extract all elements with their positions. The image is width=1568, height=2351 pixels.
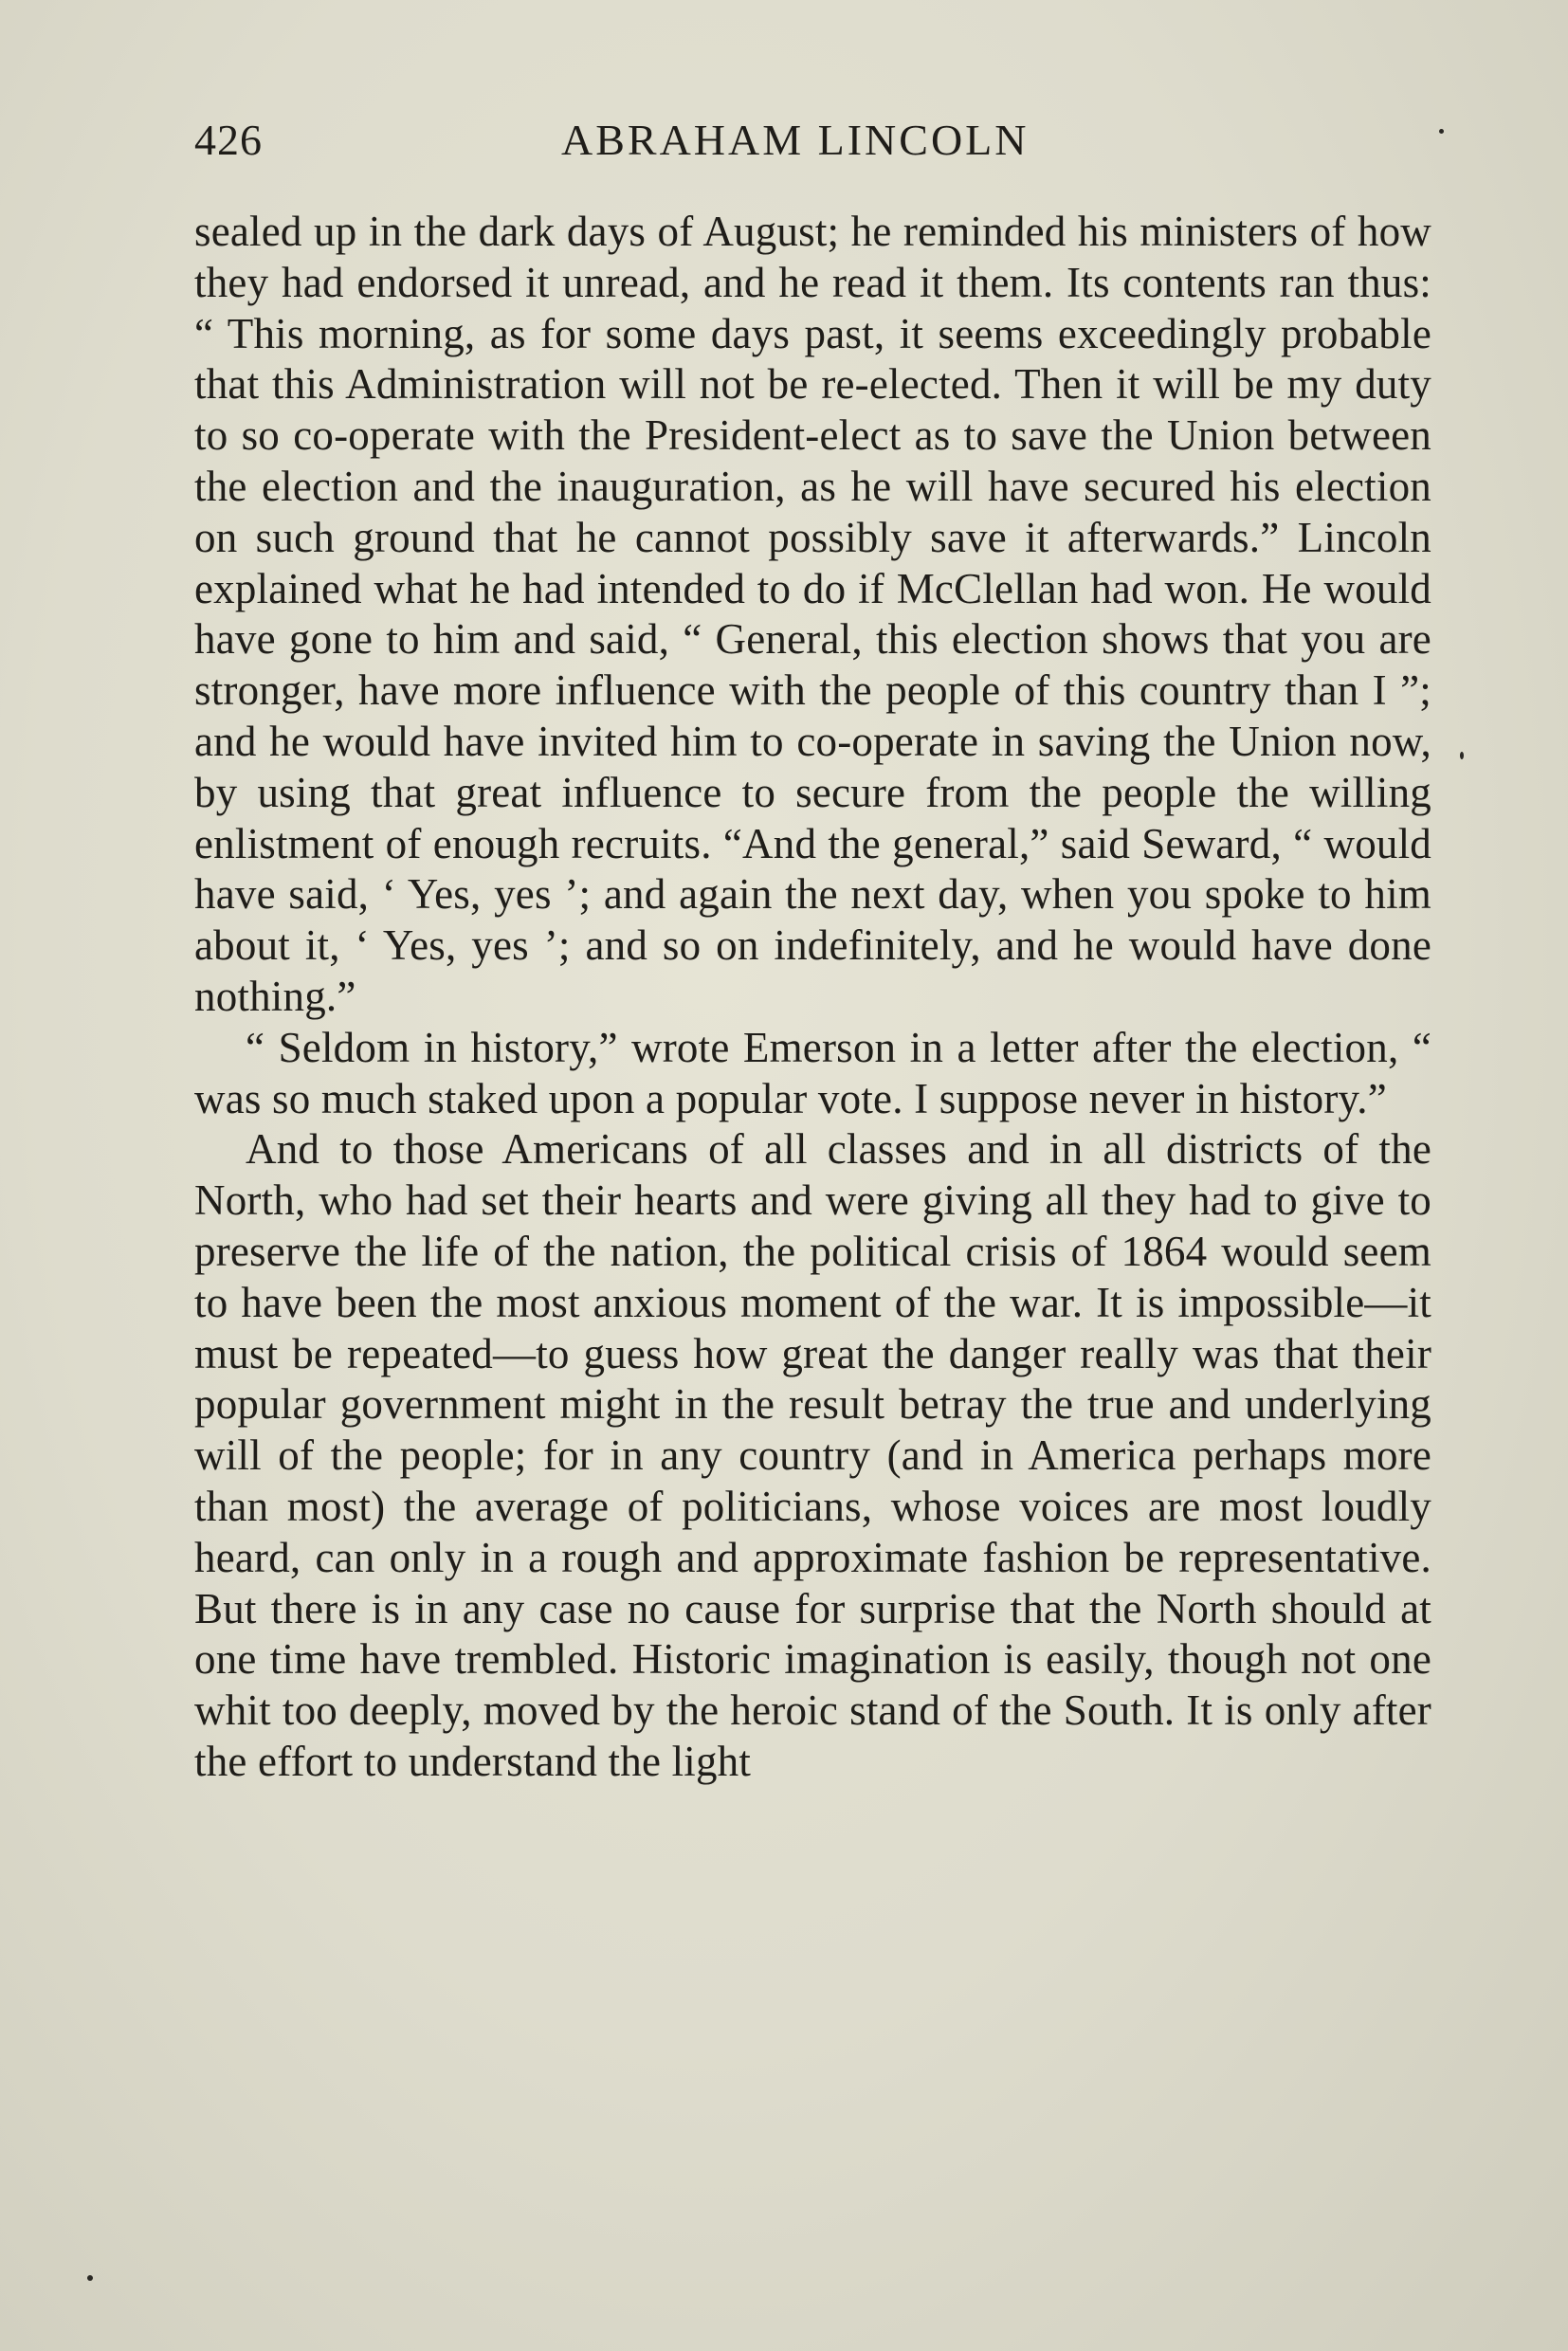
running-head-title: ABRAHAM LINCOLN [561,116,1030,164]
ink-speck [87,2275,93,2281]
paragraph-emerson-quote: “ Seldom in history,” wrote Emerson in a letter after the election, “ was so much staked upon a popular vote. I suppose never in history.” [194,1023,1431,1122]
page-number: 426 [194,116,263,164]
running-head [194,112,1427,169]
body-text [194,207,1431,1788]
paragraph-continued: sealed up in the dark days of August; he reminded his ministers of how they had endorsed it unread, and he read it them. Its contents ran thus: “ This morning, as for some days past, it seems exceedingly probable that this Administration will not be re-elected. Then it will be my duty to so co-operate with the President-elect as to save the Union between the election and the inauguration, as he will have secured his election on such ground that he cannot possibly save it afterwards.” Lincoln explained what he had intended to do if McClellan had won. He would have gone to him and said, “ General, this election shows that you are stronger, have more influence with the people of this country than I ”; and he would have invited him to co-operate in saving the Union now, by using that great influence to secure from the people the willing enlistment of enough recruits. “And the general,” said Seward, “ would have said, ‘ Yes, yes ’; and again the next day, when you spoke to him about it, ‘ Yes, yes ’; and so on indefinitely, and he would have done nothing.” [194,208,1431,1020]
ink-speck [1439,129,1444,134]
paragraph-political-crisis: And to those Americans of all classes and in all districts of the North, who had set their hearts and were giving all they had to give to preserve the life of the nation, the political crisis of 1864 would seem to have been the most anxious moment of the war. It is impossible—it must be repeated—to guess how great the danger really was that their popular government might in the result betray the true and underlying will of the people; for in any country (and in America perhaps more than most) the average of politicians, whose voices are most loudly heard, can only in a rough and approximate fashion be representative. But there is in any case no cause for surprise that the North should at one time have trembled. Historic imagination is easily, though not one whit too deeply, moved by the heroic stand of the South. It is only after the effort to understand the light [194,1125,1431,1785]
ink-speck [1460,752,1464,759]
